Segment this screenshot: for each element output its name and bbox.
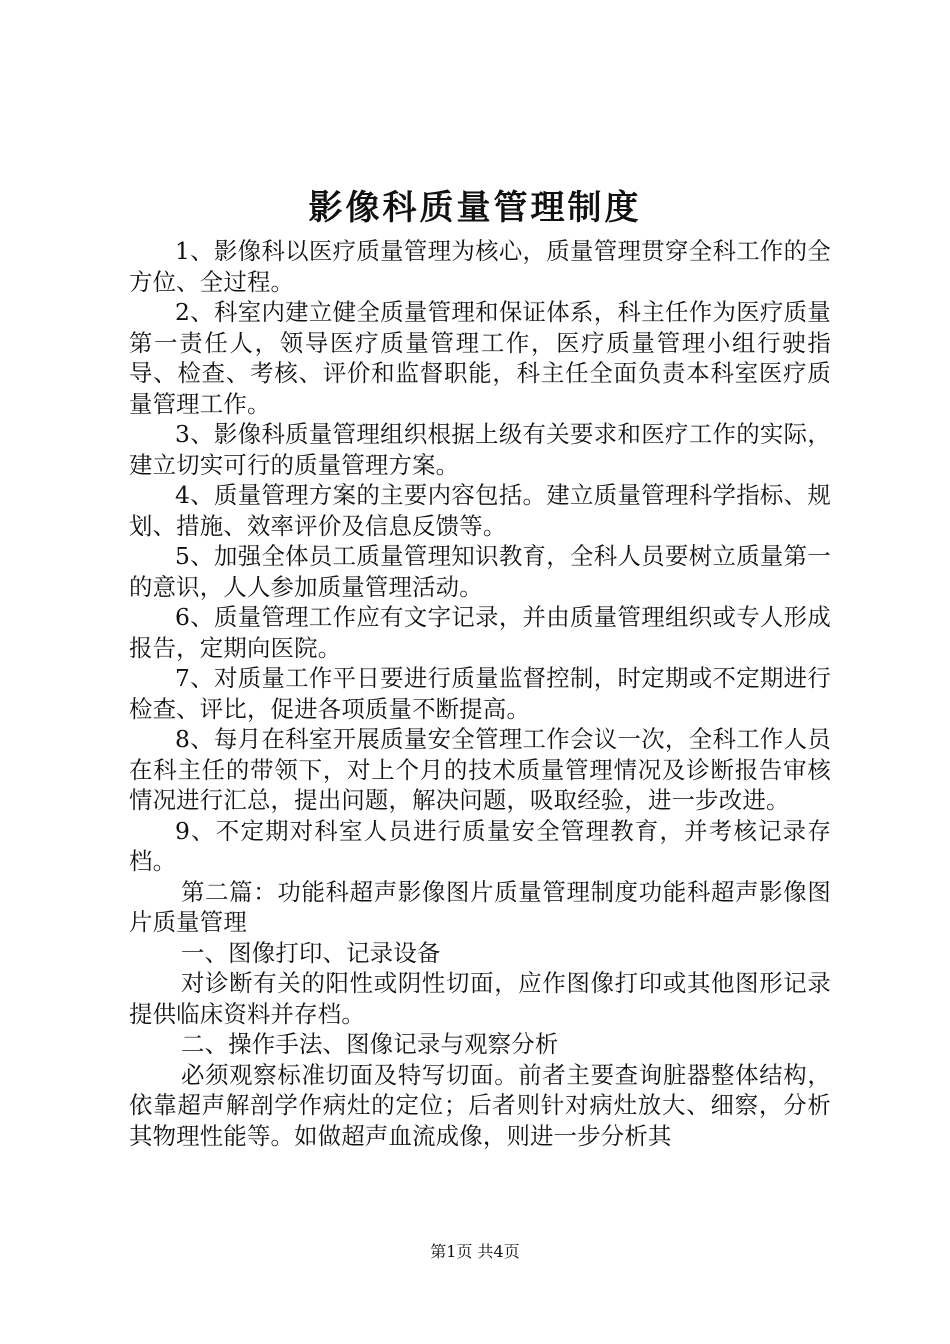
document-body: [129, 236, 831, 1151]
section-2-text: 必须观察标准切面及特写切面。前者主要查询脏器整体结构，依靠超声解剖学作病灶的定位；后者则针对病灶放大、细察，分析其物理性能等。如做超声血流成像，则进一步分析其: [129, 1060, 831, 1150]
paragraph-item-2: 2、科室内建立健全质量管理和保证体系，科主任作为医疗质量第一责任人，领导医疗质量管理工作，医疗质量管理小组行驶指导、检查、考核、评价和监督职能，科主任全面负责本科室医疗质量管理工作。: [129, 298, 831, 418]
paragraph-item-9: 9、不定期对科室人员进行质量安全管理教育，并考核记录存档。: [129, 816, 831, 875]
second-part-heading: 第二篇：功能科超声影像图片质量管理制度功能科超声影像图片质量管理: [129, 877, 831, 936]
paragraph-item-4: 4、质量管理方案的主要内容包括。建立质量管理科学指标、规划、措施、效率评价及信息反馈等。: [129, 481, 831, 540]
section-1-text: 对诊断有关的阳性或阴性切面，应作图像打印或其他图形记录提供临床资料并存档。: [129, 969, 831, 1028]
paragraph-item-3: 3、影像科质量管理组织根据上级有关要求和医疗工作的实际，建立切实可行的质量管理方案。: [129, 420, 831, 479]
document-title: 影像科质量管理制度: [308, 188, 642, 228]
paragraph-item-5: 5、加强全体员工质量管理知识教育，全科人员要树立质量第一的意识，人人参加质量管理活动。: [129, 542, 831, 601]
paragraph-item-6: 6、质量管理工作应有文字记录，并由质量管理组织或专人形成报告，定期向医院。: [129, 603, 831, 662]
section-2-heading: 二、操作手法、图像记录与观察分析: [181, 1030, 559, 1058]
paragraph-item-7: 7、对质量工作平日要进行质量监督控制，时定期或不定期进行检查、评比，促进各项质量不断提高。: [129, 664, 831, 723]
section-1-heading: 一、图像打印、记录设备: [181, 938, 441, 967]
page-footer: 第1页 共4页: [430, 1242, 520, 1261]
paragraph-item-8: 8、每月在科室开展质量安全管理工作会议一次，全科工作人员在科主任的带领下，对上个月的技术质量管理情况及诊断报告审核情况进行汇总，提出问题，解决问题，吸取经验，进一步改进。: [129, 725, 831, 814]
paragraph-item-1: 1、影像科以医疗质量管理为核心，质量管理贯穿全科工作的全方位、全过程。: [129, 237, 831, 296]
